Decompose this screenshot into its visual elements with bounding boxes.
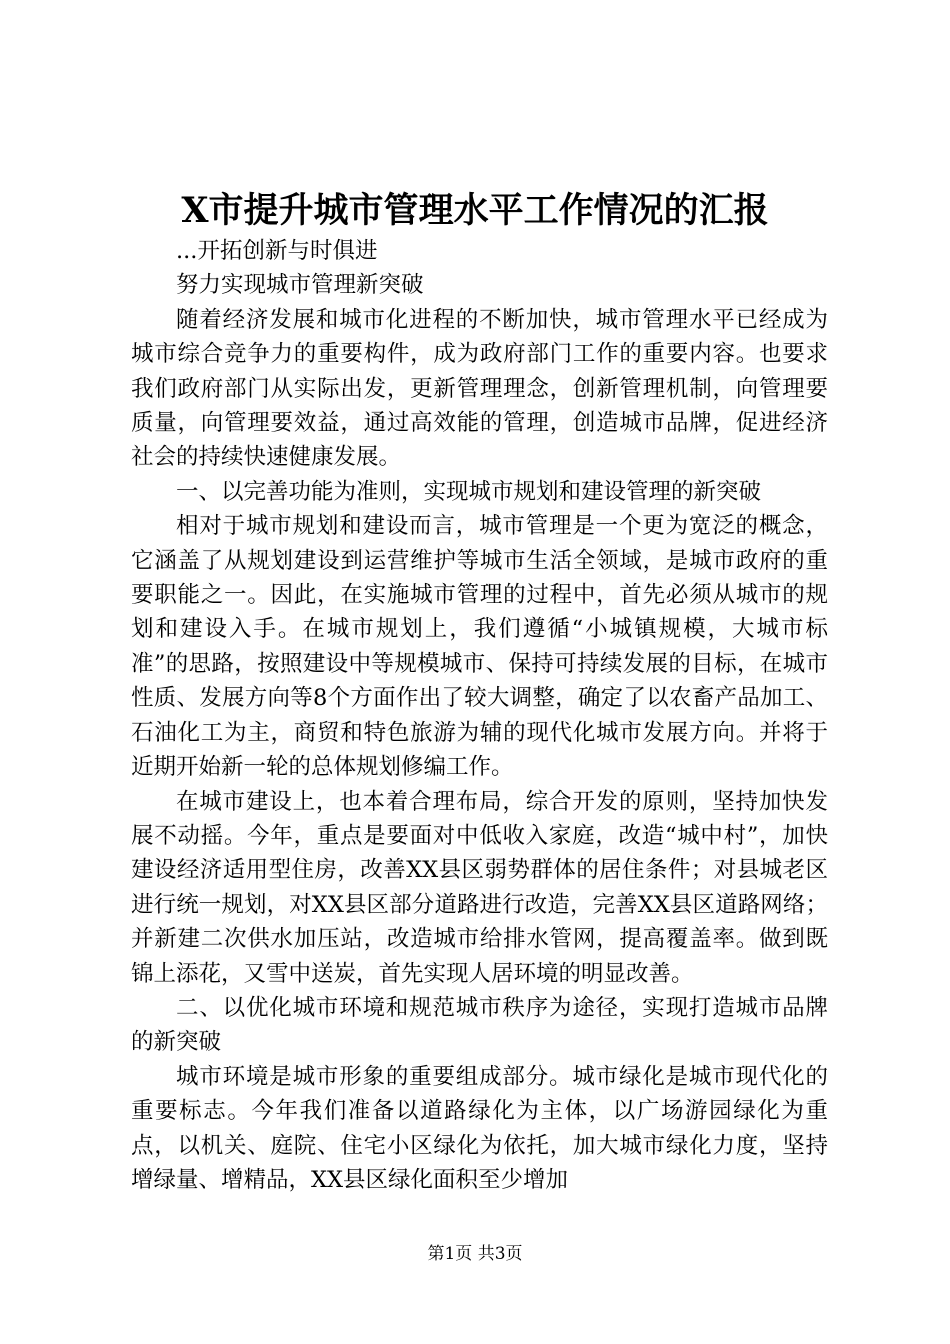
paragraph-planning: 相对于城市规划和建设而言，城市管理是一个更为宽泛的概念，它涵盖了从规划建设到运营维护等城市生活全领域，是城市政府的重要职能之一。因此，在实施城市管理的过程中，首先必须从城市的规划和建设入手。在城市规划上，我们遵循“小城镇规模，大城市标准”的思路，按照建设中等规模城市、保持可持续发展的目标，在城市性质、发展方向等8个方面作出了较大调整，确定了以农畜产品加工、石油化工为主，商贸和特色旅游为辅的现代化城市发展方向。并将于近期开始新一轮的总体规划修编工作。	[131, 513, 828, 781]
paragraph-intro: 随着经济发展和城市化进程的不断加快，城市管理水平已经成为城市综合竞争力的重要构件，成为政府部门工作的重要内容。也要求我们政府部门从实际出发，更新管理理念，创新管理机制，向管理要质量，向管理要效益，通过高效能的管理，创造城市品牌，促进经济社会的持续快速健康发展。	[131, 306, 828, 471]
document-body	[131, 234, 828, 1197]
page-footer: 第1页 共3页	[427, 1244, 523, 1264]
section-heading-1: 一、以完善功能为准则，实现城市规划和建设管理的新突破	[176, 478, 762, 505]
document-title: X市提升城市管理水平工作情况的汇报	[181, 190, 769, 231]
subtitle-line-2: 努力实现城市管理新突破	[176, 272, 424, 299]
subtitle-line-1: ...开拓创新与时俱进	[176, 238, 378, 264]
section-heading-2: 二、以优化城市环境和规范城市秩序为途径，实现打造城市品牌的新突破	[131, 994, 828, 1056]
paragraph-environment: 城市环境是城市形象的重要组成部分。城市绿化是城市现代化的重要标志。今年我们准备以道路绿化为主体，以广场游园绿化为重点，以机关、庭院、住宅小区绿化为依托，加大城市绿化力度，坚持增绿量、增精品，XX县区绿化面积至少增加	[131, 1063, 828, 1193]
paragraph-construction: 在城市建设上，也本着合理布局，综合开发的原则，坚持加快发展不动摇。今年，重点是要面对中低收入家庭，改造“城中村”，加快建设经济适用型住房，改善XX县区弱势群体的居住条件；对县城老区进行统一规划，对XX县区部分道路进行改造，完善XX县区道路网络；并新建二次供水加压站，改造城市给排水管网，提高覆盖率。做到既锦上添花，又雪中送炭，首先实现人居环境的明显改善。	[131, 788, 828, 987]
